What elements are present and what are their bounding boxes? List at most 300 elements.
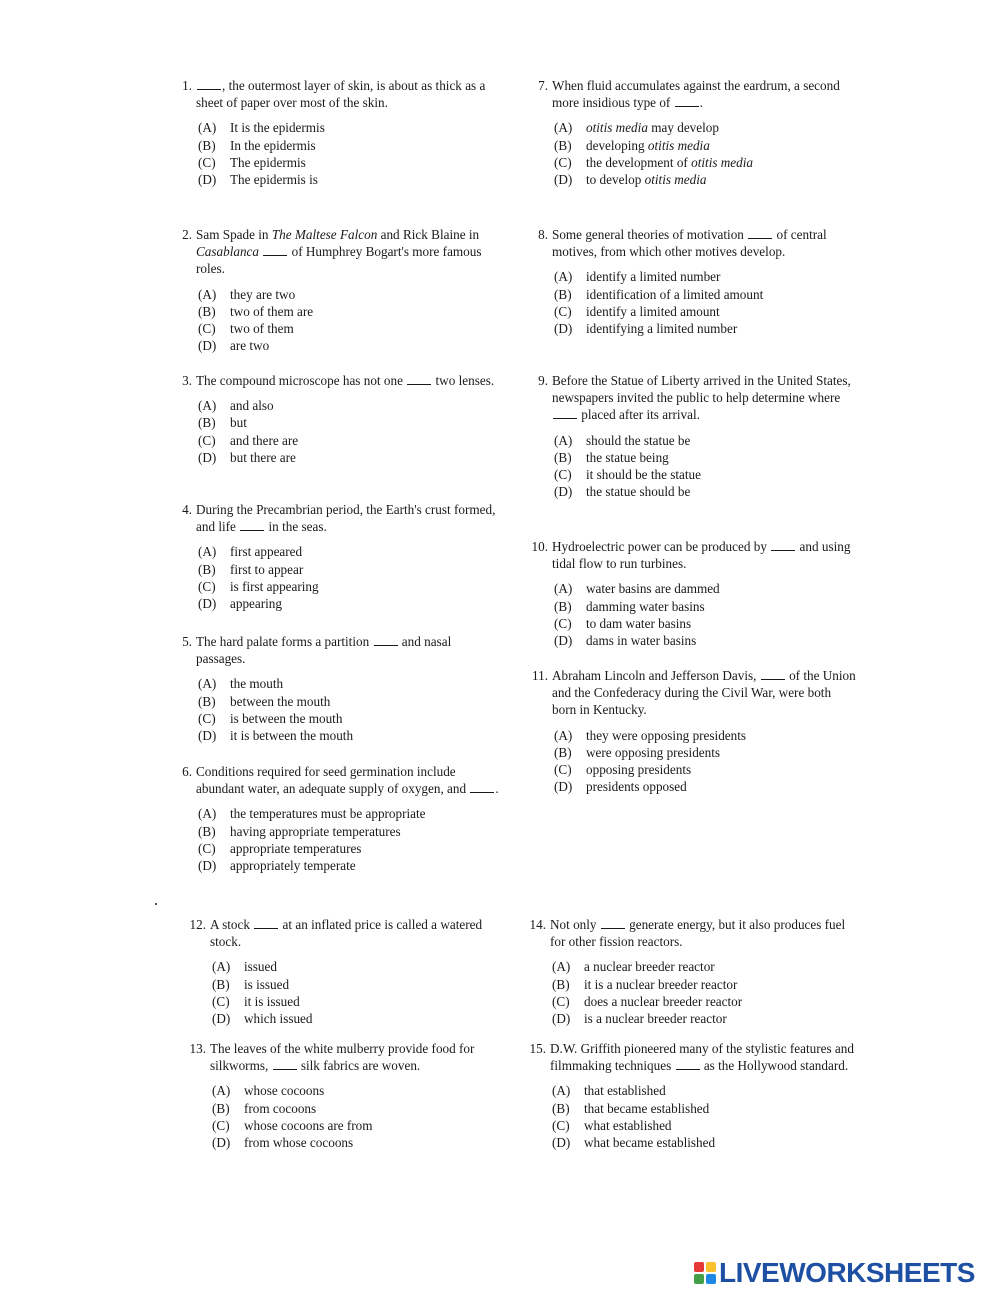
option-text: first appeared <box>230 544 303 560</box>
option-text: presidents opposed <box>586 779 687 795</box>
question-text <box>552 77 858 111</box>
answer-options <box>526 1082 856 1151</box>
option-text: whose cocoons <box>244 1083 325 1099</box>
logo-square-blue <box>706 1274 716 1284</box>
question-text-before-blank: Before the Statue of Liberty arrived in the United States, newspapers invited the public to help determine where <box>552 373 851 406</box>
answer-option <box>554 268 858 285</box>
question-stem <box>172 226 502 278</box>
option-text: were opposing presidents <box>586 744 721 760</box>
option-letter: (C) <box>552 1117 570 1133</box>
answer-blank <box>761 668 785 680</box>
option-italic-text: otitis media <box>647 137 710 153</box>
option-letter: (B) <box>198 693 216 709</box>
option-text: dams in water basins <box>586 633 697 649</box>
option-letter: (A) <box>554 269 573 285</box>
option-text: The epidermis <box>230 154 306 170</box>
question-stem <box>528 372 858 424</box>
option-letter: (A) <box>198 120 217 136</box>
question-text-after-blank: silk fabrics are woven. <box>297 1058 421 1074</box>
question-number: 15. <box>529 1041 546 1056</box>
option-letter: (C) <box>212 993 230 1009</box>
answer-option <box>198 578 502 595</box>
answer-options <box>172 675 502 744</box>
option-letter: (A) <box>554 432 573 448</box>
answer-option <box>554 171 858 188</box>
question-number: 11. <box>532 668 548 683</box>
option-letter: (C) <box>198 154 216 170</box>
option-text: it is a nuclear breeder reactor <box>584 976 738 992</box>
question-number: 14. <box>529 917 546 932</box>
answer-option <box>554 137 858 154</box>
answer-blank <box>675 95 699 107</box>
option-letter: (A) <box>198 676 217 692</box>
question-number: 10. <box>531 539 548 554</box>
answer-option <box>198 171 502 188</box>
question-number: 12. <box>189 917 206 932</box>
option-letter: (D) <box>198 172 217 188</box>
option-letter: (A) <box>212 1083 231 1099</box>
question-number: 8. <box>538 227 548 242</box>
option-text: identify a limited number <box>586 269 721 285</box>
option-text: a nuclear breeder reactor <box>584 959 715 975</box>
option-text: should the statue be <box>586 432 691 448</box>
option-text: damming water basins <box>586 598 705 614</box>
option-text: that became established <box>584 1100 710 1116</box>
question-text-after-blank: as the Hollywood standard. <box>700 1058 849 1074</box>
answer-options <box>172 543 502 612</box>
answer-blank <box>601 917 625 929</box>
answer-option <box>198 693 502 710</box>
option-italic-text: otitis media <box>586 120 648 136</box>
answer-option <box>198 840 502 857</box>
answer-option <box>198 595 502 612</box>
answer-option <box>552 976 856 993</box>
answer-option <box>212 1134 516 1151</box>
question-1 <box>172 77 502 188</box>
question-stem <box>172 763 502 797</box>
question-text-after-blank: and nasal passages. <box>196 634 452 667</box>
answer-options <box>172 397 502 466</box>
answer-options <box>172 119 502 188</box>
answer-options <box>172 805 502 874</box>
answer-option <box>212 1100 516 1117</box>
question-7 <box>528 77 858 188</box>
answer-blank <box>197 78 221 90</box>
option-text: issued <box>244 959 277 975</box>
option-letter: (B) <box>198 561 216 577</box>
option-letter: (A) <box>198 544 217 560</box>
question-13 <box>186 1040 516 1151</box>
option-letter: (A) <box>554 120 573 136</box>
answer-option <box>212 993 516 1010</box>
logo-square-red <box>694 1262 704 1272</box>
question-text-before-blank: The hard palate forms a partition <box>196 634 370 649</box>
answer-option <box>198 414 502 431</box>
option-text: it is issued <box>244 993 300 1009</box>
liveworksheets-logo-icon <box>694 1262 716 1284</box>
question-text <box>552 372 858 424</box>
question-15 <box>526 1040 856 1151</box>
answer-option <box>554 303 858 320</box>
option-letter: (B) <box>554 744 572 760</box>
option-letter: (D) <box>554 779 573 795</box>
option-text: It is the epidermis <box>230 120 325 136</box>
option-text: two of them <box>230 321 294 337</box>
answer-option <box>552 1100 856 1117</box>
option-text: water basins are dammed <box>586 581 720 597</box>
answer-option <box>198 337 502 354</box>
liveworksheets-logo <box>694 1255 975 1291</box>
question-14 <box>526 916 856 1027</box>
option-letter: (B) <box>552 976 570 992</box>
option-letter: (C) <box>554 154 572 170</box>
question-number: 9. <box>538 373 548 388</box>
answer-option <box>554 580 858 597</box>
question-stem <box>526 916 856 950</box>
question-number: 6. <box>182 764 192 779</box>
option-letter: (D) <box>554 172 573 188</box>
question-stem <box>172 77 502 111</box>
option-text: having appropriate temperatures <box>230 823 401 839</box>
option-letter: (C) <box>198 321 216 337</box>
option-text: identify a limited amount <box>586 303 720 319</box>
answer-option <box>198 154 502 171</box>
option-text: and also <box>230 398 274 414</box>
question-number: 4. <box>182 502 192 517</box>
answer-options <box>528 432 858 501</box>
option-text: are two <box>230 338 270 354</box>
answer-option <box>198 805 502 822</box>
option-text: but there are <box>230 449 296 465</box>
answer-options <box>528 119 858 188</box>
question-text <box>196 77 502 111</box>
stray-dot <box>155 903 157 905</box>
question-stem <box>528 538 858 572</box>
question-stem <box>526 1040 856 1074</box>
question-text <box>550 916 856 950</box>
option-text: the mouth <box>230 676 284 692</box>
answer-option <box>212 1010 516 1027</box>
answer-option <box>554 320 858 337</box>
option-text: from whose cocoons <box>244 1135 354 1151</box>
answer-option <box>198 320 502 337</box>
option-letter: (B) <box>554 286 572 302</box>
answer-blank <box>748 227 772 239</box>
answer-option <box>212 958 516 975</box>
answer-option <box>554 598 858 615</box>
question-stem <box>186 1040 516 1074</box>
answer-options <box>186 958 516 1027</box>
question-3 <box>172 372 502 466</box>
question-text-after-blank: of the Union and the Confederacy during the Civil War, were both born in Kentucky. <box>552 668 856 718</box>
question-text <box>552 667 858 719</box>
question-text-before-blank: Abraham Lincoln and Jefferson Davis, <box>552 668 757 683</box>
option-italic-text: otitis media <box>644 172 707 188</box>
option-text: is between the mouth <box>230 710 343 726</box>
option-text: what established <box>584 1117 672 1133</box>
option-text: what became established <box>584 1135 716 1151</box>
answer-options <box>172 286 502 355</box>
option-letter: (D) <box>554 321 573 337</box>
question-12 <box>186 916 516 1027</box>
option-letter: (D) <box>554 484 573 500</box>
option-letter: (C) <box>552 993 570 1009</box>
question-text <box>552 226 858 260</box>
option-text: the temperatures must be appropriate <box>230 806 426 822</box>
answer-option <box>554 778 858 795</box>
answer-option <box>212 1117 516 1134</box>
option-letter: (C) <box>554 762 572 778</box>
answer-option <box>198 823 502 840</box>
option-text: whose cocoons are from <box>244 1117 373 1133</box>
option-letter: (D) <box>212 1135 231 1151</box>
logo-square-yellow <box>706 1262 716 1272</box>
option-text: it should be the statue <box>586 467 702 483</box>
option-text: they are two <box>230 286 296 302</box>
question-10 <box>528 538 858 649</box>
option-text: The epidermis is <box>230 172 318 188</box>
option-letter: (A) <box>552 1083 571 1099</box>
option-letter: (B) <box>212 976 230 992</box>
question-stem <box>172 633 502 667</box>
question-text-before-blank: During the Precambrian period, the Earth's crust formed, and life <box>196 502 496 535</box>
answer-option <box>554 466 858 483</box>
option-text: from cocoons <box>244 1100 317 1116</box>
answer-option <box>198 710 502 727</box>
question-text-before-blank: Some general theories of motivation <box>552 227 744 242</box>
answer-blank <box>407 373 431 385</box>
answer-option <box>554 449 858 466</box>
option-letter: (C) <box>198 432 216 448</box>
option-text: does a nuclear breeder reactor <box>584 993 743 1009</box>
answer-option <box>198 857 502 874</box>
question-9 <box>528 372 858 500</box>
answer-option <box>554 432 858 449</box>
answer-option <box>552 993 856 1010</box>
answer-option <box>554 119 858 136</box>
option-letter: (D) <box>552 1011 571 1027</box>
option-letter: (B) <box>554 449 572 465</box>
option-text: between the mouth <box>230 693 331 709</box>
answer-options <box>186 1082 516 1151</box>
question-number: 13. <box>189 1041 206 1056</box>
option-letter: (A) <box>198 398 217 414</box>
question-italic-title: The Maltese Falcon <box>271 227 378 242</box>
option-letter: (A) <box>198 806 217 822</box>
option-letter: (C) <box>198 710 216 726</box>
option-text: is issued <box>244 976 290 992</box>
answer-option <box>552 958 856 975</box>
option-letter: (A) <box>554 727 573 743</box>
answer-option <box>198 432 502 449</box>
answer-blank <box>771 539 795 551</box>
question-text-after-blank: two lenses. <box>432 373 495 388</box>
option-letter: (C) <box>554 615 572 631</box>
answer-option <box>212 1082 516 1099</box>
question-number: 3. <box>182 373 192 388</box>
question-2 <box>172 226 502 354</box>
option-text: appropriate temperatures <box>230 840 362 856</box>
question-text-after-blank: . <box>699 95 703 111</box>
option-letter: (B) <box>554 598 572 614</box>
answer-option <box>198 119 502 136</box>
question-text-before-blank: The leaves of the white mulberry provide food for silkworms, <box>210 1041 475 1074</box>
option-letter: (C) <box>554 303 572 319</box>
option-letter: (B) <box>198 137 216 153</box>
answer-option <box>198 303 502 320</box>
question-text <box>196 372 502 389</box>
answer-options <box>528 727 858 796</box>
option-text: the development of <box>586 154 692 170</box>
answer-option <box>552 1010 856 1027</box>
option-text: to develop <box>586 172 645 188</box>
question-stem <box>172 372 502 389</box>
question-text <box>552 538 858 572</box>
answer-option <box>198 727 502 744</box>
option-text: that established <box>584 1083 666 1099</box>
question-text-before-blank: Hydroelectric power can be produced by <box>552 539 767 554</box>
option-text: may develop <box>647 120 719 136</box>
question-text-after-blank: generate energy, but it also produces fuel for other fission reactors. <box>550 917 846 950</box>
answer-option <box>554 615 858 632</box>
question-text-before-blank: D.W. Griffith pioneered many of the stylistic features and filmmaking techniques <box>550 1041 854 1074</box>
option-letter: (B) <box>554 137 572 153</box>
question-stem <box>528 667 858 719</box>
option-text: they were opposing presidents <box>586 727 747 743</box>
option-letter: (A) <box>552 959 571 975</box>
question-5 <box>172 633 502 744</box>
question-text-after-blank: in the seas. <box>265 519 327 535</box>
answer-option <box>554 154 858 171</box>
answer-options <box>528 268 858 337</box>
question-text-before-blank: A stock <box>210 917 250 932</box>
option-letter: (B) <box>198 415 216 431</box>
option-text: the statue being <box>586 449 669 465</box>
logo-text: LIVEWORKSHEETS <box>719 1257 975 1288</box>
option-text: identification of a limited amount <box>586 286 764 302</box>
answer-option <box>198 561 502 578</box>
option-text: is a nuclear breeder reactor <box>584 1011 727 1027</box>
option-text: two of them are <box>230 303 314 319</box>
answer-options <box>528 580 858 649</box>
option-letter: (D) <box>554 633 573 649</box>
option-text: first to appear <box>230 561 304 577</box>
answer-blank <box>240 519 264 531</box>
question-text-after-blank: at an inflated price is called a watered stock. <box>210 917 483 950</box>
question-text <box>196 226 502 278</box>
option-italic-text: otitis media <box>691 154 754 170</box>
option-letter: (D) <box>198 728 217 744</box>
option-text: the statue should be <box>586 484 691 500</box>
option-text: identifying a limited number <box>586 321 738 337</box>
question-text-before-blank: Conditions required for seed germination include abundant water, an adequate supply of oxygen, and <box>196 764 467 797</box>
question-text-after-blank: and using tidal flow to run turbines. <box>552 539 851 572</box>
answer-option <box>552 1117 856 1134</box>
question-4 <box>172 501 502 612</box>
answer-option <box>198 286 502 303</box>
answer-option <box>554 761 858 778</box>
answer-blank <box>263 244 287 256</box>
question-text-after-blank: . <box>495 781 499 797</box>
question-number: 1. <box>182 78 192 93</box>
question-text <box>196 763 502 797</box>
question-stem <box>186 916 516 950</box>
answer-option <box>552 1082 856 1099</box>
option-letter: (B) <box>198 303 216 319</box>
answer-options <box>526 958 856 1027</box>
question-text-before-blank: The compound microscope has not one <box>196 373 403 388</box>
answer-option <box>554 632 858 649</box>
option-text: it is between the mouth <box>230 728 354 744</box>
answer-option <box>198 397 502 414</box>
question-number: 5. <box>182 634 192 649</box>
answer-blank <box>676 1058 700 1070</box>
option-letter: (A) <box>198 286 217 302</box>
answer-blank <box>553 407 577 419</box>
option-letter: (A) <box>212 959 231 975</box>
option-text: and there are <box>230 432 299 448</box>
answer-option <box>198 137 502 154</box>
answer-option <box>198 543 502 560</box>
option-text: appropriately temperate <box>230 858 356 874</box>
question-stem <box>528 77 858 111</box>
option-letter: (C) <box>198 840 216 856</box>
question-text-after-blank: , the outermost layer of skin, is about as thick as a sheet of paper over most of the skin. <box>196 78 486 111</box>
answer-option <box>212 976 516 993</box>
option-letter: (D) <box>198 596 217 612</box>
option-letter: (D) <box>212 1011 231 1027</box>
question-text-before-blank: Sam Spade in <box>196 227 272 242</box>
question-text-after-blank: of central motives, from which other motives develop. <box>552 227 827 260</box>
option-letter: (A) <box>554 581 573 597</box>
question-text-after-blank: of Humphrey Bogart's more famous roles. <box>196 244 482 277</box>
question-text <box>196 501 502 535</box>
answer-option <box>554 727 858 744</box>
option-letter: (B) <box>212 1100 230 1116</box>
answer-option <box>554 286 858 303</box>
question-stem <box>172 501 502 535</box>
option-letter: (D) <box>552 1135 571 1151</box>
option-text: which issued <box>244 1011 313 1027</box>
logo-square-green <box>694 1274 704 1284</box>
question-8 <box>528 226 858 337</box>
question-text-after-blank: placed after its arrival. <box>578 407 700 423</box>
option-text: is first appearing <box>230 578 319 594</box>
question-11 <box>528 667 858 795</box>
question-text-before-blank: Not only <box>550 917 597 932</box>
question-italic-title: Casablanca <box>196 244 260 260</box>
question-text <box>210 1040 516 1074</box>
answer-option <box>554 483 858 500</box>
question-text <box>196 633 502 667</box>
option-letter: (C) <box>212 1117 230 1133</box>
option-letter: (D) <box>198 338 217 354</box>
answer-blank <box>273 1058 297 1070</box>
answer-blank <box>470 781 494 793</box>
option-letter: (C) <box>198 578 216 594</box>
option-text: In the epidermis <box>230 137 316 153</box>
question-text <box>550 1040 856 1074</box>
question-number: 7. <box>538 78 548 93</box>
question-text-middle: and Rick Blaine in <box>377 227 480 242</box>
option-letter: (B) <box>198 823 216 839</box>
option-text: but <box>230 415 247 431</box>
answer-blank <box>254 917 278 929</box>
question-stem <box>528 226 858 260</box>
option-letter: (B) <box>552 1100 570 1116</box>
option-text: developing <box>586 137 648 153</box>
option-text: to dam water basins <box>586 615 692 631</box>
